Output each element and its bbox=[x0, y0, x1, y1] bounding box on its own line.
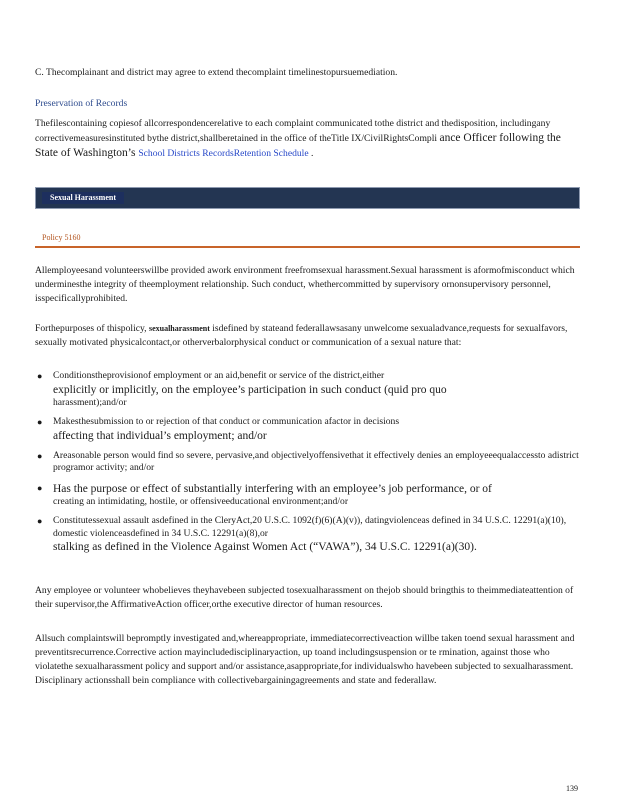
bullet-tail: creating an intimidating, hostile, or offensiveeducational environment;and/or bbox=[53, 495, 349, 507]
list-item bbox=[35, 482, 580, 509]
records-tail: ance Officer following the State of Washington’s bbox=[35, 132, 561, 159]
bullet-small: Conditionstheprovisionof employment or an aid,benefit or service of the district,either bbox=[53, 370, 385, 381]
for-lead: Forthepurposes of thispolicy, bbox=[35, 323, 149, 334]
list-item bbox=[35, 515, 580, 554]
bullet-icon: ● bbox=[37, 516, 43, 526]
records-paragraph bbox=[35, 117, 580, 161]
policy-label: Policy 5160 bbox=[42, 233, 81, 242]
preservation-heading: Preservation of Records bbox=[35, 98, 128, 109]
records-text: Thefilescontaining copiesof allcorrespondencerelative to each complaint communicated tothe district and thedisposition, includingany correctivemeasuresinstituted bythe district,shallberetained in the office of theTitle IX/CivilRightsCompli bbox=[35, 118, 551, 144]
para-c: C. Thecomplainant and district may agree to extend thecomplaint timelinestopursuemediation. bbox=[35, 67, 398, 78]
bullet-icon: ● bbox=[37, 417, 43, 427]
bullet-tail: harassment);and/or bbox=[53, 396, 127, 408]
bullet-big: affecting that individual’s employment; and/or bbox=[53, 429, 267, 442]
bullet-big: Has the purpose or effect of substantially interfering with an employee’s job performance, or of bbox=[53, 482, 492, 495]
banner-tab-label: Sexual Harassment bbox=[42, 192, 124, 204]
definition-list bbox=[35, 370, 580, 561]
for-rest: isdefined by stateand federallawsasany unwelcome sexualadvance,requests for sexualfavors, sexually motivated physicalcontact,or otherverbalorphysical conduct or communication of a sexual nature that: bbox=[35, 323, 568, 348]
records-end: . bbox=[308, 148, 314, 159]
list-item bbox=[35, 450, 580, 475]
bullet-big: explicitly or implicitly, on the employee’s participation in such conduct (quid pro quo bbox=[53, 383, 447, 396]
bullet-small: Areasonable person would find so severe, pervasive,and objectivelyoffensivethat it effectively denies an employeeequalaccessto adistrict programor activity; and/or bbox=[53, 449, 579, 473]
page-number: 139 bbox=[566, 784, 578, 793]
para-for-purposes bbox=[35, 322, 580, 350]
list-item bbox=[35, 416, 580, 443]
para-all-such: Allsuch complaintswill bepromptly investigated and,whereappropriate, immediatecorrectiveaction willbe taken toend sexual harassment and preventitsrecurrence.Corrective action mayincludedisciplinaryaction, up toand includingsuspension or te rmination, against those who violatethe sexualharassment policy and support and/or assistance,asappropriate,for individualswho havebeen subjected to sexualharassment. Disciplinary actionsshall bein compliance with collectivebargainingagreements and state and federallaw. bbox=[35, 633, 575, 686]
bullet-small: Constitutessexual assault asdefined in the CleryAct,20 U.S.C. 1092(f)(6)(A)(v)), datingviolenceas defined in 34 U.S.C. 12291(a)(10), domestic violenceasdefined in 34 U.S.C. 12291(a)(8),or bbox=[53, 515, 567, 539]
retention-schedule-link[interactable]: School Districts RecordsRetention Schedule bbox=[138, 148, 309, 159]
list-item bbox=[35, 370, 580, 409]
bullet-big: stalking as defined in the Violence Against Women Act (“VAWA”), 34 U.S.C. 12291(a)(30). bbox=[53, 541, 477, 553]
bullet-icon: ● bbox=[37, 371, 43, 381]
para-all-employees: Allemployeesand volunteerswillbe provided awork environment freefromsexual harassment.Sexual harassment is aformofmisconduct which underminesthe integrity of theemployment relationship. Such conduct, whethercommitted by supervisory ornonsupervisory personnel, isspecificallyprohibited. bbox=[35, 265, 575, 304]
term-sexual-harassment: sexualharassment bbox=[148, 324, 210, 333]
section-banner bbox=[35, 187, 580, 209]
para-any-employee: Any employee or volunteer whobelieves theyhavebeen subjected tosexualharassment on thejob should bringthis to theimmediateattention of their supervisor,the AffirmativeAction officer,orthe executive director of human resources. bbox=[35, 585, 574, 610]
bullet-small: Makesthesubmission to or rejection of that conduct or communication afactor in decisions bbox=[53, 416, 400, 427]
policy-divider bbox=[35, 246, 580, 248]
bullet-icon: ● bbox=[37, 482, 43, 493]
bullet-icon: ● bbox=[37, 450, 43, 461]
